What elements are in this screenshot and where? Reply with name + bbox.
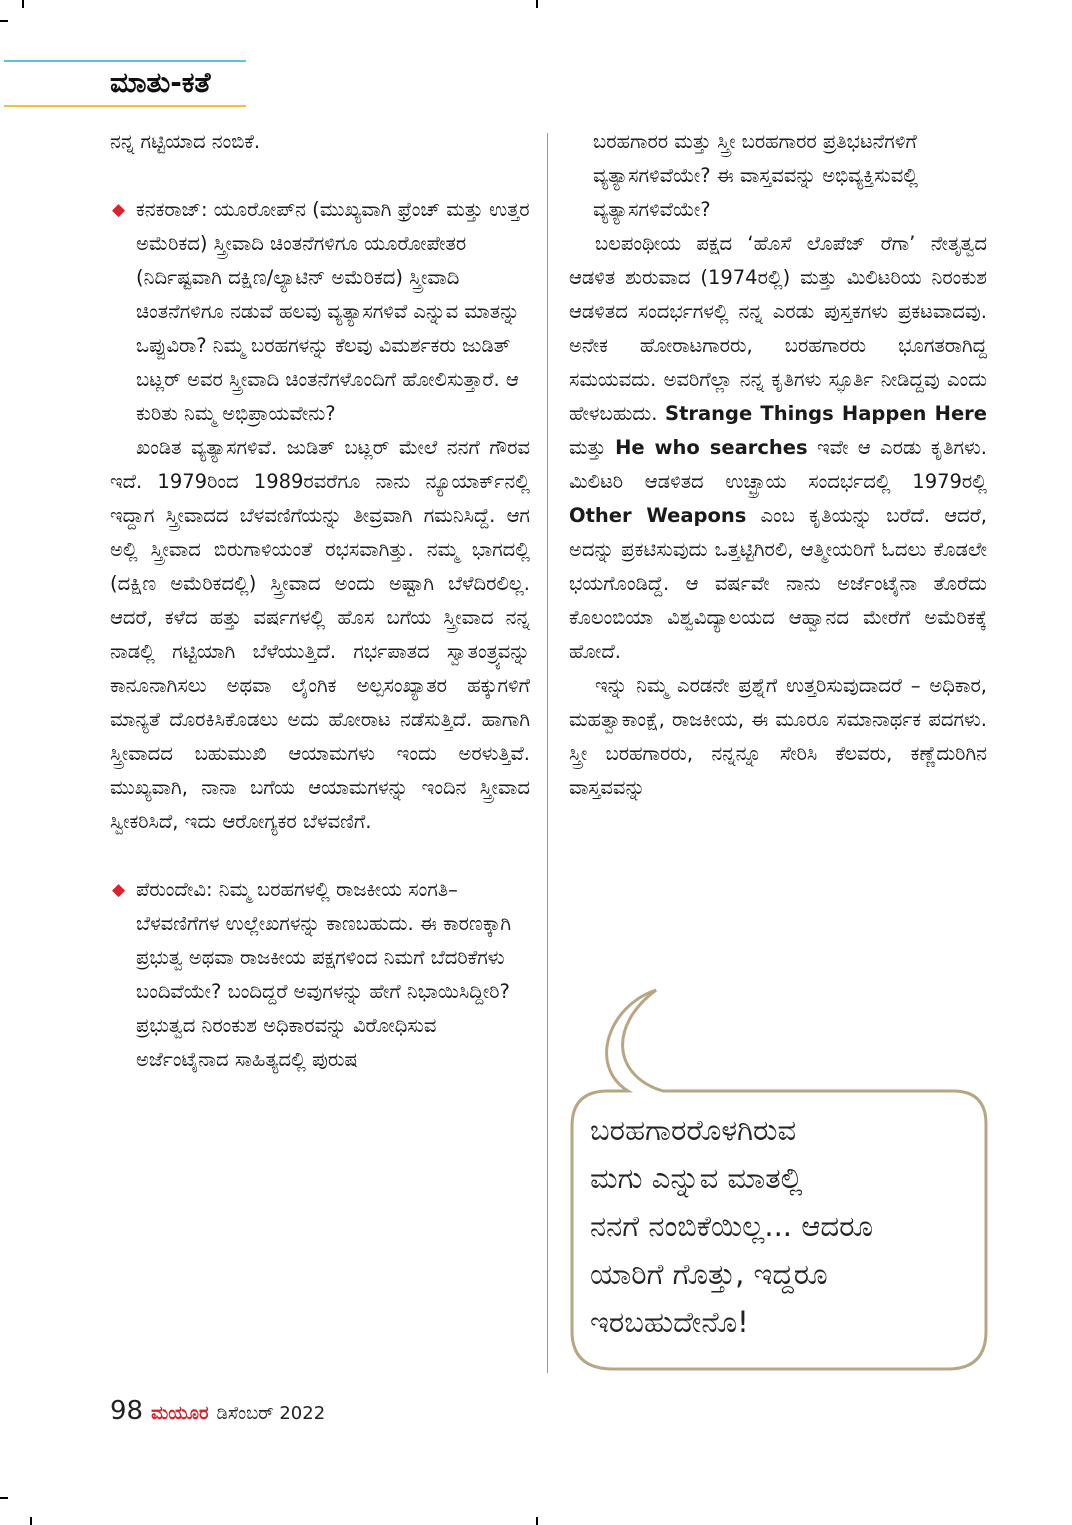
question-text: ಕನಕರಾಜ್: ಯೂರೋಪ್‌ನ (ಮುಖ್ಯವಾಗಿ ಫ್ರೆಂಚ್ ಮತ್ತು ಉತ್ತರ ಅಮೆರಿಕದ) ಸ್ತ್ರೀವಾದಿ ಚಿಂತನೆಗಳಿಗೂ ಯೂರೋಪೇತರ (ನಿರ್ದಿಷ್ಟವಾಗಿ ದಕ್ಷಿಣ/ಲ್ಯಾಟಿನ್ ಅಮೆರಿಕದ) ಸ್ತ್ರೀವಾದಿ ಚಿಂತನೆಗಳಿಗೂ ನಡುವೆ ಹಲವು ವ್ಯತ್ಯಾಸಗಳಿವೆ ಎನ್ನುವ ಮಾತನ್ನು ಒಪ್ಪುವಿರಾ? ನಿಮ್ಮ ಬರಹಗಳನ್ನು ಕೆಲವು ವಿಮರ್ಶಕರು ಜುಡಿತ್ ಬಟ್ಲರ್ ಅವರ ಸ್ತ್ರೀವಾದಿ ಚಿಂತನೆಗಳೊಂದಿಗೆ ಹೋಲಿಸುತ್ತಾರೆ. ಆ ಕುರಿತು ನಿಮ್ಮ ಅಭಿಪ್ರಾಯವೇನು?	[136, 198, 530, 425]
book-title: He who searches	[615, 436, 808, 459]
right-column	[569, 125, 987, 805]
column-divider	[547, 133, 548, 1373]
header-rule-top	[4, 60, 246, 62]
page-footer	[110, 1396, 325, 1426]
pull-quote-line: ಬರಹಗಾರರೊಳಗಿರುವ	[590, 1113, 797, 1147]
answer-text: ಇವೇ ಆ ಎರಡು ಕೃತಿಗಳು. ಮಿಲಿಟರಿ ಆಡಳಿತದ ಉಚ್ಛ್ರಾಯ ಸಂದರ್ಭದಲ್ಲಿ 1979ರಲ್ಲಿ	[569, 436, 987, 493]
diamond-bullet-icon: ◆	[112, 200, 126, 220]
pull-quote	[568, 986, 988, 1372]
question-kanakaraj	[110, 193, 530, 431]
crop-mark-top	[536, 0, 538, 8]
crop-mark-left	[0, 20, 8, 22]
left-column	[110, 125, 530, 1077]
crop-mark-bottom-center	[536, 1517, 538, 1525]
answer-text: ಎಂಬ ಕೃತಿಯನ್ನು ಬರೆದೆ. ಆದರೆ, ಅದನ್ನು ಪ್ರಕಟಿಸುವುದು ಒತ್ತಟ್ಟಿಗಿರಲಿ, ಆತ್ಮೀಯರಿಗೆ ಓದಲು ಕೊಡಲೇ ಭಯಗೊಂಡಿದ್ದೆ. ಆ ವರ್ಷವೇ ನಾನು ಅರ್ಜೆಂಟೈನಾ ತೊರೆದು ಕೊಲಂಬಿಯಾ ವಿಶ್ವವಿದ್ಯಾಲಯದ ಆಹ್ವಾನದ ಮೇರೆಗೆ ಅಮೆರಿಕಕ್ಕೆ ಹೋದೆ.	[569, 504, 987, 663]
answer-paragraph	[569, 227, 987, 669]
pull-quote-line: ಇರಬಹುದೇನೊ!	[590, 1305, 749, 1339]
question-continued: ಬರಹಗಾರರ ಮತ್ತು ಸ್ತ್ರೀ ಬರಹಗಾರರ ಪ್ರತಿಭಟನೆಗಳಿಗೆ ವ್ಯತ್ಯಾಸಗಳಿವೆಯೇ? ಈ ವಾಸ್ತವವನ್ನು ಅಭಿವ್ಯಕ್ತಿಸುವಲ್ಲಿ ವ್ಯತ್ಯಾಸಗಳಿವೆಯೇ?	[593, 130, 918, 221]
pull-quote-text	[590, 1106, 970, 1346]
answer-paragraph: ಖಂಡಿತ ವ್ಯತ್ಯಾಸಗಳಿವೆ. ಜುಡಿತ್ ಬಟ್ಲರ್ ಮೇಲೆ ನನಗೆ ಗೌರವ ಇದೆ. 1979ರಿಂದ 1989ರವರೆಗೂ ನಾನು ನ್ಯೂಯಾರ್ಕ್‌ನಲ್ಲಿ ಇದ್ದಾಗ ಸ್ತ್ರೀವಾದದ ಬೆಳವಣಿಗೆಯನ್ನು ತೀವ್ರವಾಗಿ ಗಮನಿಸಿದ್ದೆ. ಆಗ ಅಲ್ಲಿ ಸ್ತ್ರೀವಾದ ಬಿರುಗಾಳಿಯಂತೆ ರಭಸವಾಗಿತ್ತು. ನಮ್ಮ ಭಾಗದಲ್ಲಿ (ದಕ್ಷಿಣ ಅಮೆರಿಕದಲ್ಲಿ) ಸ್ತ್ರೀವಾದ ಅಂದು ಅಷ್ಟಾಗಿ ಬೆಳೆದಿರಲಿಲ್ಲ. ಆದರೆ, ಕಳೆದ ಹತ್ತು ವರ್ಷಗಳಲ್ಲಿ ಹೊಸ ಬಗೆಯ ಸ್ತ್ರೀವಾದ ನನ್ನ ನಾಡಲ್ಲಿ ಗಟ್ಟಿಯಾಗಿ ಬೆಳೆಯುತ್ತಿದೆ. ಗರ್ಭಪಾತದ ಸ್ವಾತಂತ್ರ್ಯವನ್ನು ಕಾನೂನಾಗಿಸಲು ಅಥವಾ ಲೈಂಗಿಕ ಅಲ್ಪಸಂಖ್ಯಾತರ ಹಕ್ಕುಗಳಿಗೆ ಮಾನ್ಯತೆ ದೊರಕಿಸಿಕೊಡಲು ಅದು ಹೋರಾಟ ನಡೆಸುತ್ತಿದೆ. ಹಾಗಾಗಿ ಸ್ತ್ರೀವಾದದ ಬಹುಮುಖಿ ಆಯಾಮಗಳು ಇಂದು ಅರಳುತ್ತಿವೆ. ಮುಖ್ಯವಾಗಿ, ನಾನಾ ಬಗೆಯ ಆಯಾಮಗಳನ್ನು ಇಂದಿನ ಸ್ತ್ರೀವಾದ ಸ್ವೀಕರಿಸಿದೆ, ಇದು ಆರೋಗ್ಯಕರ ಬೆಳವಣಿಗೆ.	[110, 436, 530, 833]
section-title: ಮಾತು-ಕತೆ	[110, 66, 211, 99]
diamond-bullet-icon: ◆	[112, 880, 126, 900]
answer-text: ಬಲಪಂಥೀಯ ಪಕ್ಷದ ‘ಹೊಸೆ ಲೊಪೆಜ್ ರೆಗಾ’ ನೇತೃತ್ವದ ಆಡಳಿತ ಶುರುವಾದ (1974ರಲ್ಲಿ) ಮತ್ತು ಮಿಲಿಟರಿಯ ನಿರಂಕುಶ ಆಡಳಿತದ ಸಂದರ್ಭಗಳಲ್ಲಿ ನನ್ನ ಎರಡು ಪುಸ್ತಕಗಳು ಪ್ರಕಟವಾದವು. ಅನೇಕ ಹೋರಾಟಗಾರರು, ಬರಹಗಾರರು ಭೂಗತರಾಗಿದ್ದ ಸಮಯವದು. ಅವರಿಗೆಲ್ಲಾ ನನ್ನ ಕೃತಿಗಳು ಸ್ಫೂರ್ತಿ ನೀಡಿದ್ದವು ಎಂದು ಹೇಳಬಹುದು.	[569, 232, 987, 425]
pull-quote-line: ನನಗೆ ನಂಬಿಕೆಯಿಲ್ಲ... ಆದರೂ	[590, 1209, 873, 1243]
book-title: Other Weapons	[569, 504, 747, 527]
pull-quote-line: ಮಗು ಎನ್ನುವ ಮಾತಲ್ಲಿ	[590, 1161, 803, 1195]
question-text: ಪೆರುಂದೇವಿ: ನಿಮ್ಮ ಬರಹಗಳಲ್ಲಿ ರಾಜಕೀಯ ಸಂಗತಿ–ಬೆಳವಣಿಗೆಗಳ ಉಲ್ಲೇಖಗಳನ್ನು ಕಾಣಬಹುದು. ಈ ಕಾರಣಕ್ಕಾಗಿ ಪ್ರಭುತ್ವ ಅಥವಾ ರಾಜಕೀಯ ಪಕ್ಷಗಳಿಂದ ನಿಮಗೆ ಬೆದರಿಕೆಗಳು ಬಂದಿವೆಯೇ? ಬಂದಿದ್ದರೆ ಅವುಗಳನ್ನು ಹೇಗೆ ನಿಭಾಯಿಸಿದ್ದೀರಿ? ಪ್ರಭುತ್ವದ ನಿರಂಕುಶ ಅಧಿಕಾರವನ್ನು ವಿರೋಧಿಸುವ ಅರ್ಜೆಂಟೈನಾದ ಸಾಹಿತ್ಯದಲ್ಲಿ ಪುರುಷ	[136, 878, 511, 1071]
magazine-logo: ಮಯೂರ	[151, 1403, 209, 1424]
intro-line: ನನ್ನ ಗಟ್ಟಿಯಾದ ನಂಬಿಕೆ.	[110, 130, 261, 153]
answer-paragraph: ಇನ್ನು ನಿಮ್ಮ ಎರಡನೇ ಪ್ರಶ್ನೆಗೆ ಉತ್ತರಿಸುವುದಾದರೆ – ಅಧಿಕಾರ, ಮಹತ್ವಾಕಾಂಕ್ಷೆ, ರಾಜಕೀಯ, ಈ ಮೂರೂ ಸಮಾನಾರ್ಥಕ ಪದಗಳು. ಸ್ತ್ರೀ ಬರಹಗಾರರು, ನನ್ನನ್ನೂ ಸೇರಿಸಿ ಕೆಲವರು, ಕಣ್ಣೆದುರಿಗಿನ ವಾಸ್ತವವನ್ನು	[569, 674, 987, 799]
crop-mark-bottom	[30, 1517, 32, 1525]
crop-mark-left-bottom	[0, 1497, 8, 1499]
question-perundevi	[110, 873, 530, 1077]
crop-mark-top-left	[22, 0, 24, 8]
header-rule-bottom	[4, 105, 246, 107]
book-title: Strange Things Happen Here	[665, 402, 988, 425]
issue-date: ಡಿಸೆಂಬರ್ 2022	[216, 1403, 326, 1424]
page-number: 98	[110, 1396, 144, 1426]
conjunction: ಮತ್ತು	[569, 436, 606, 459]
pull-quote-line: ಯಾರಿಗೆ ಗೊತ್ತು, ಇದ್ದರೂ	[590, 1257, 828, 1291]
